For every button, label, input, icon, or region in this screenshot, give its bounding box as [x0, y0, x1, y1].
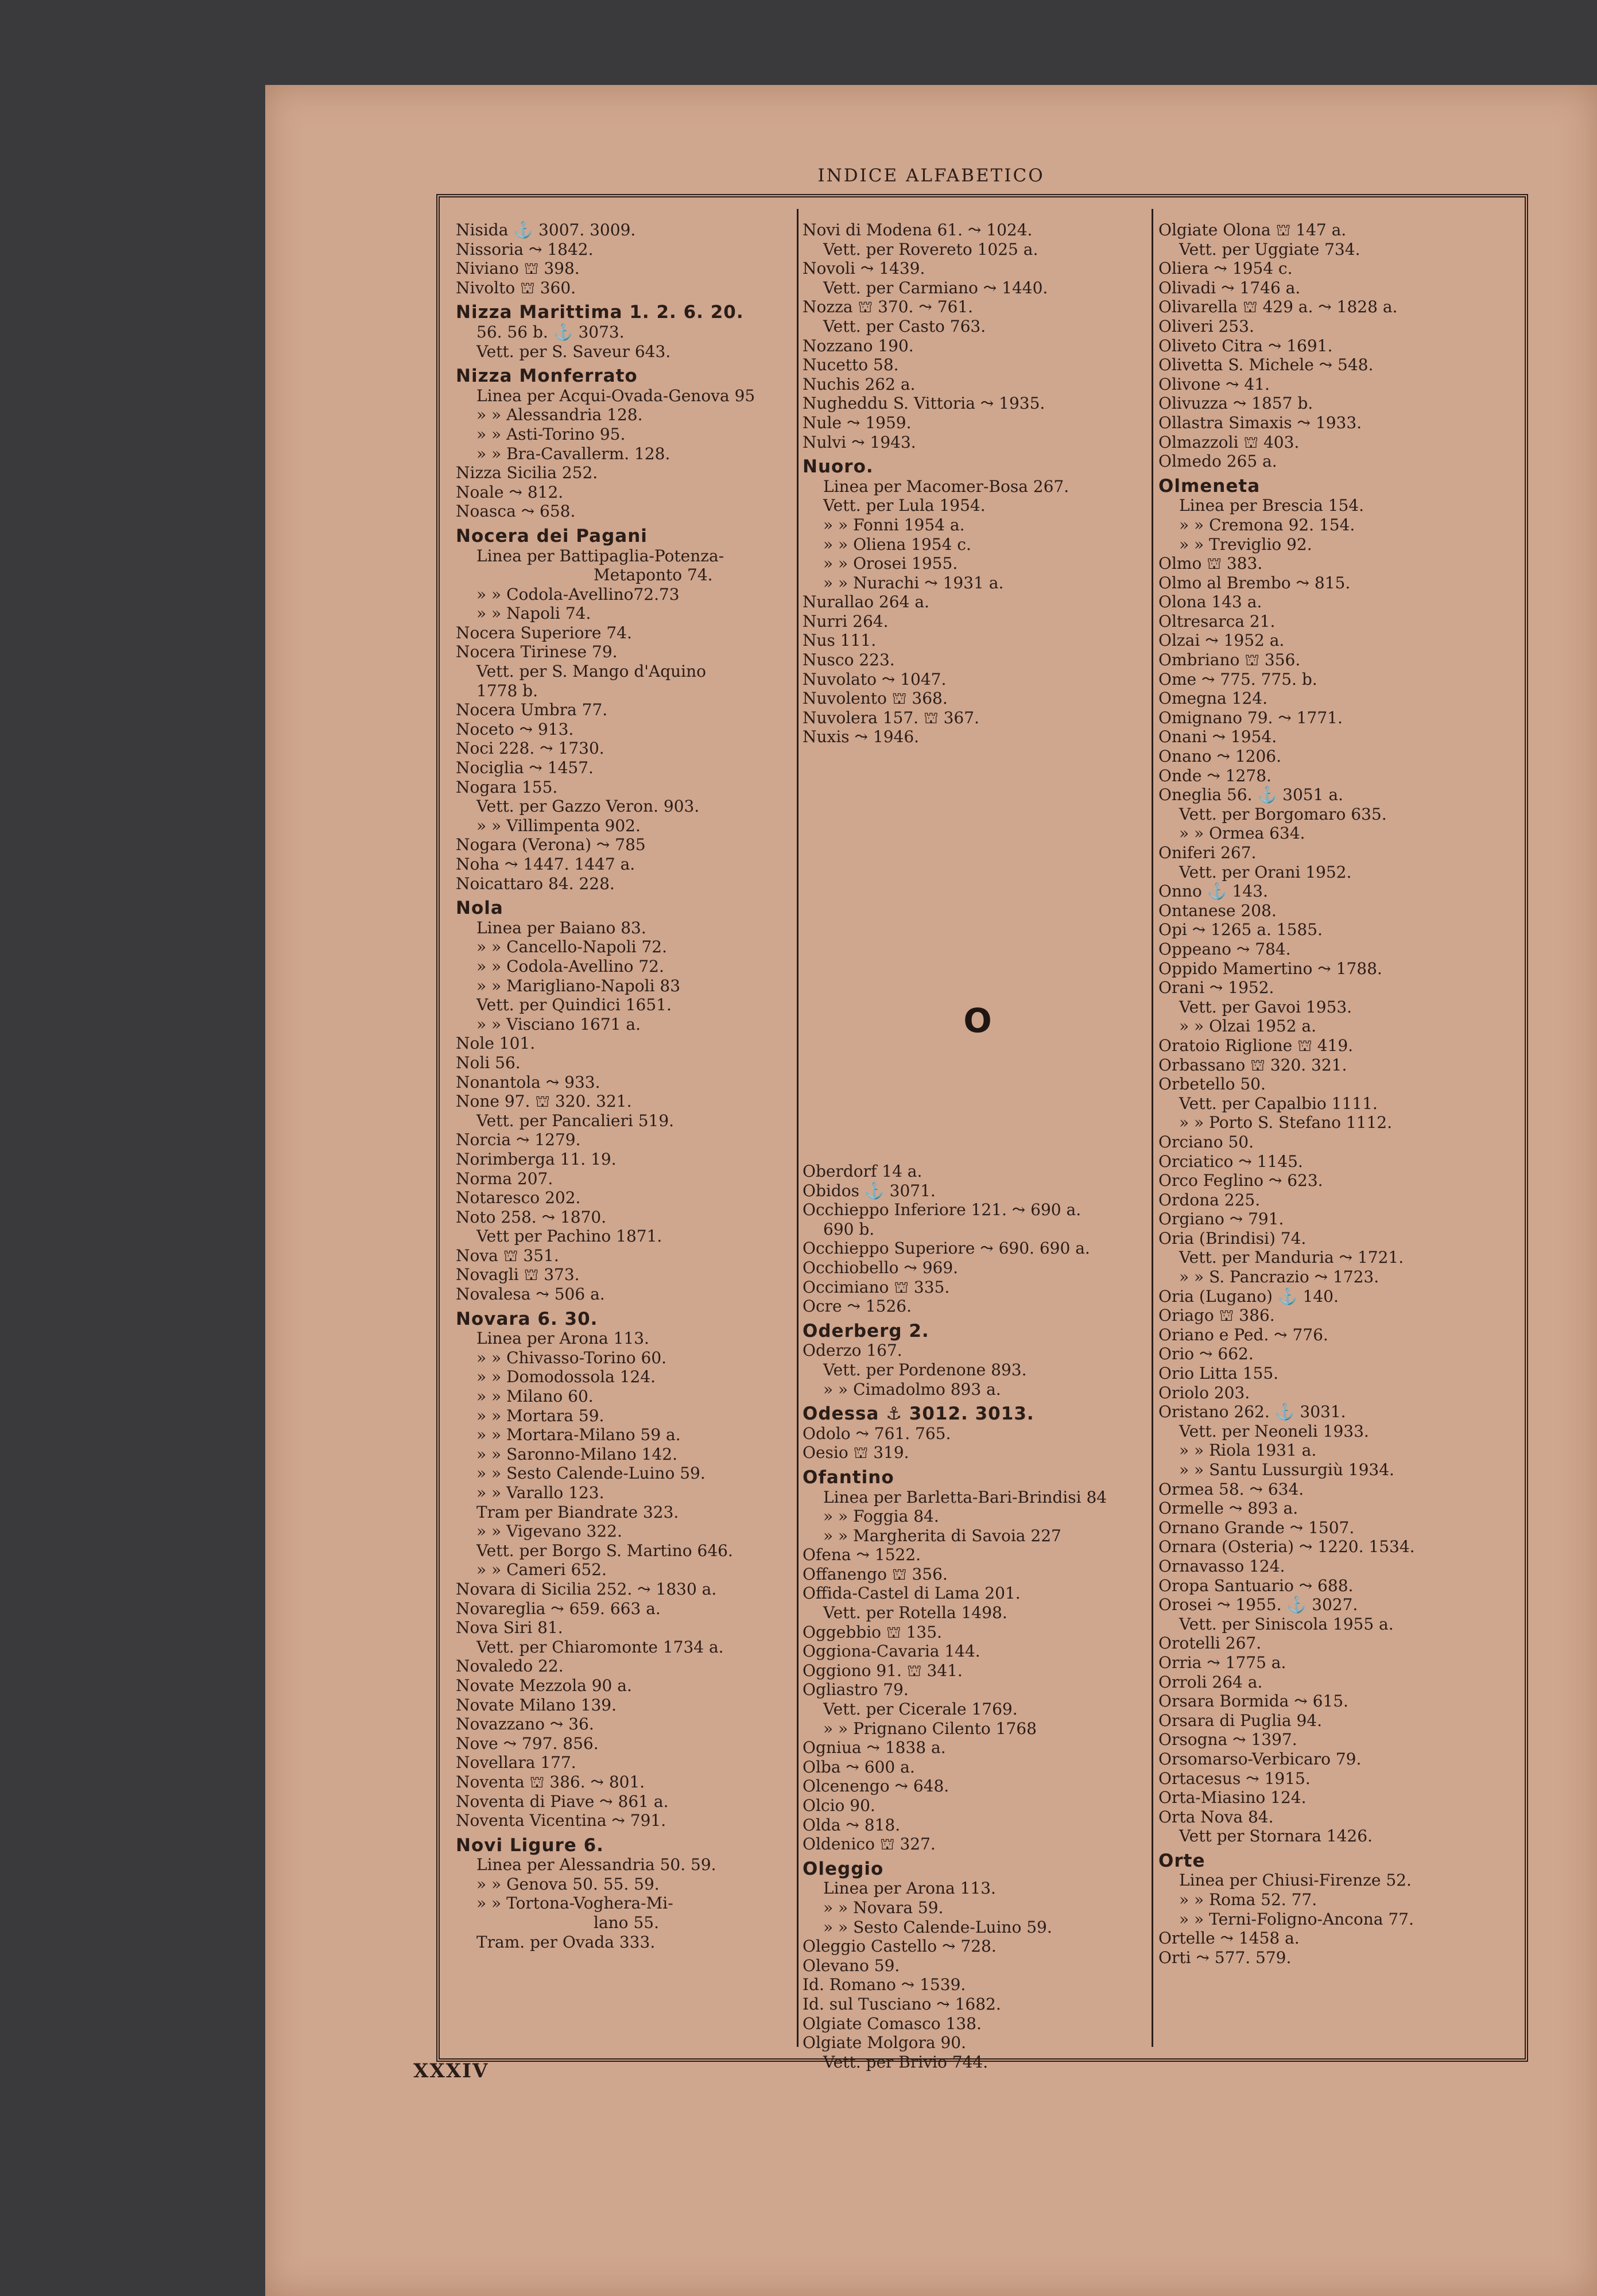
index-entry: » » Treviglio 92. — [1179, 534, 1312, 554]
index-entry: Novellara 177. — [456, 1753, 576, 1773]
index-entry: » » Asti-Torino 95. — [476, 424, 626, 444]
index-entry: Odolo ⤳ 761. 765. — [803, 1424, 951, 1443]
index-heading: Nola — [456, 898, 503, 919]
index-entry: Oniferi 267. — [1158, 843, 1257, 862]
index-entry: Novara di Sicilia 252. ⤳ 1830 a. — [456, 1579, 717, 1599]
index-entry: Oggiona-Cavaria 144. — [803, 1642, 980, 1661]
index-entry: Nugheddu S. Vittoria ⤳ 1935. — [803, 394, 1045, 413]
index-entry: None 97. ⛫ 320. 321. — [456, 1092, 632, 1111]
index-entry: Ortelle ⤳ 1458 a. — [1158, 1929, 1300, 1948]
index-heading: Nizza Monferrato — [456, 366, 638, 387]
index-entry: 1778 b. — [476, 681, 538, 700]
index-entry: » » Marigliano-Napoli 83 — [476, 976, 681, 995]
index-heading: Nizza Marittima 1. 2. 6. 20. — [456, 302, 744, 323]
index-entry: Olmazzoli ⛫ 403. — [1158, 432, 1300, 452]
index-entry: Nogara 155. — [456, 777, 558, 797]
page-number: XXXIV — [413, 2060, 489, 2082]
index-entry: Opi ⤳ 1265 a. 1585. — [1158, 920, 1323, 940]
index-entry: Orsogna ⤳ 1397. — [1158, 1730, 1297, 1750]
index-entry: lano 55. — [594, 1913, 659, 1933]
index-entry: Ofena ⤳ 1522. — [803, 1545, 921, 1565]
index-entry: Novareglia ⤳ 659. 663 a. — [456, 1599, 661, 1618]
index-entry: Ornavasso 124. — [1158, 1556, 1285, 1576]
index-entry: Vett. per Rovereto 1025 a. — [823, 239, 1038, 259]
index-entry: Nova Siri 81. — [456, 1618, 563, 1638]
index-entry: Vett. per Cicerale 1769. — [823, 1700, 1018, 1719]
index-entry: Nulvi ⤳ 1943. — [803, 432, 916, 452]
index-entry: Nocera Superiore 74. — [456, 623, 632, 642]
index-entry: Nucetto 58. — [803, 355, 899, 375]
index-entry: » » Nurachi ⤳ 1931 a. — [823, 573, 1004, 592]
index-entry: Noventa di Piave ⤳ 861 a. — [456, 1791, 669, 1811]
index-entry: Nociglia ⤳ 1457. — [456, 758, 594, 778]
index-heading: Nocera dei Pagani — [456, 525, 648, 546]
index-entry: Oppido Mamertino ⤳ 1788. — [1158, 959, 1382, 978]
index-entry: » » Margherita di Savoia 227 — [823, 1526, 1061, 1545]
index-entry: » » Prignano Cilento 1768 — [823, 1719, 1037, 1738]
index-entry: » » Bra-Cavallerm. 128. — [476, 444, 670, 463]
index-entry: » » Tortona-Voghera-Mi- — [476, 1894, 673, 1913]
index-entry: Orgiano ⤳ 791. — [1158, 1209, 1284, 1229]
index-entry: Oggiono 91. ⛫ 341. — [803, 1661, 963, 1680]
index-entry: Vett. per Brivio 744. — [823, 2052, 989, 2072]
index-entry: Olcenengo ⤳ 648. — [803, 1777, 949, 1796]
index-entry: Niviano ⛫ 398. — [456, 259, 580, 278]
index-entry: Noventa Vicentina ⤳ 791. — [456, 1811, 666, 1830]
index-entry: Oriago ⛫ 386. — [1158, 1306, 1275, 1325]
index-entry: 56. 56 b. ⚓ 3073. — [476, 322, 625, 342]
index-entry: » » Saronno-Milano 142. — [476, 1444, 677, 1464]
index-entry: » » Cancello-Napoli 72. — [476, 937, 668, 957]
index-entry: Vett. per Pordenone 893. — [823, 1360, 1027, 1379]
index-entry: Orria ⤳ 1775 a. — [1158, 1653, 1286, 1672]
index-entry: Nove ⤳ 797. 856. — [456, 1733, 599, 1753]
index-entry: Oliveto Citra ⤳ 1691. — [1158, 336, 1333, 355]
index-entry: Oberdorf 14 a. — [803, 1162, 922, 1181]
index-entry: Vett. per Rotella 1498. — [823, 1603, 1007, 1623]
index-entry: » » Sesto Calende-Luino 59. — [823, 1917, 1052, 1937]
index-entry: Ome ⤳ 775. 775. b. — [1158, 669, 1317, 689]
index-entry: Orta-Miasino 124. — [1158, 1788, 1307, 1808]
index-entry: Orco Feglino ⤳ 623. — [1158, 1171, 1323, 1190]
index-entry: Oliera ⤳ 1954 c. — [1158, 259, 1293, 278]
index-entry: Occhieppo Superiore ⤳ 690. 690 a. — [803, 1239, 1090, 1258]
index-entry: Linea per Macomer-Bosa 267. — [823, 476, 1069, 496]
index-entry: » » Cremona 92. 154. — [1179, 515, 1355, 534]
index-entry: Ormea 58. ⤳ 634. — [1158, 1479, 1304, 1499]
index-entry: » » Vigevano 322. — [476, 1522, 622, 1541]
index-entry: Id. Romano ⤳ 1539. — [803, 1975, 966, 1995]
index-entry: » » Ormea 634. — [1179, 824, 1305, 843]
index-entry: Novagli ⛫ 373. — [456, 1265, 580, 1285]
index-entry: Oristano 262. ⚓ 3031. — [1158, 1402, 1346, 1422]
index-entry: Oneglia 56. ⚓ 3051 a. — [1158, 785, 1343, 805]
index-entry: » » Fonni 1954 a. — [823, 515, 965, 534]
index-entry: Linea per Battipaglia-Potenza- — [476, 546, 724, 565]
index-heading: Oderberg 2. — [803, 1320, 929, 1341]
index-entry: Novate Mezzola 90 a. — [456, 1676, 632, 1695]
index-entry: Nocera Umbra 77. — [456, 700, 608, 720]
index-entry: Olivone ⤳ 41. — [1158, 374, 1270, 394]
index-entry: Oria (Brindisi) 74. — [1158, 1228, 1307, 1248]
index-entry: Vett. per Siniscola 1955 a. — [1179, 1614, 1394, 1634]
index-entry: » » Chivasso-Torino 60. — [476, 1348, 667, 1367]
index-entry: Omegna 124. — [1158, 689, 1267, 708]
index-entry: » » Cameri 652. — [476, 1560, 607, 1580]
index-entry: Olgiate Comasco 138. — [803, 2014, 982, 2033]
index-entry: Linea per Chiusi-Firenze 52. — [1179, 1871, 1412, 1890]
index-entry: » » Sesto Calende-Luino 59. — [476, 1464, 706, 1483]
index-entry: Orio Litta 155. — [1158, 1364, 1279, 1383]
index-entry: Olda ⤳ 818. — [803, 1815, 901, 1835]
index-column-3 — [1158, 220, 1520, 1967]
index-entry: Oldenico ⛫ 327. — [803, 1835, 936, 1854]
index-entry: » » Santu Lussurgiù 1934. — [1179, 1460, 1394, 1479]
index-entry: Orbassano ⛫ 320. 321. — [1158, 1055, 1347, 1075]
index-entry: Noasca ⤳ 658. — [456, 502, 576, 521]
index-entry: » » Alessandria 128. — [476, 405, 643, 425]
index-entry: Onano ⤳ 1206. — [1158, 747, 1281, 766]
page-header: INDICE ALFABETICO — [817, 165, 1045, 186]
index-entry: » » Terni-Foligno-Ancona 77. — [1179, 1909, 1414, 1929]
index-entry: Ombriano ⛫ 356. — [1158, 650, 1301, 670]
index-column-2-o — [803, 1162, 1153, 2072]
index-frame — [436, 194, 1528, 2072]
index-entry: Novazzano ⤳ 36. — [456, 1715, 594, 1734]
index-heading: Nuoro. — [803, 456, 874, 478]
index-entry: Norimberga 11. 19. — [456, 1149, 617, 1169]
index-entry: Novi di Modena 61. ⤳ 1024. — [803, 220, 1033, 239]
index-entry: Noicattaro 84. 228. — [456, 874, 615, 893]
index-entry: Ogniua ⤳ 1838 a. — [803, 1738, 946, 1758]
index-entry: Linea per Arona 113. — [476, 1329, 649, 1348]
index-entry: Oriolo 203. — [1158, 1383, 1250, 1402]
index-entry: Olevano 59. — [803, 1956, 900, 1975]
index-entry: Orroli 264 a. — [1158, 1672, 1263, 1692]
index-entry: Oropa Santuario ⤳ 688. — [1158, 1576, 1354, 1595]
index-entry: » » Genova 50. 55. 59. — [476, 1874, 660, 1894]
index-column-2 — [803, 220, 1153, 747]
index-entry: Nuchis 262 a. — [803, 374, 916, 394]
index-entry: Olivetta S. Michele ⤳ 548. — [1158, 355, 1374, 375]
index-entry: Olmo ⛫ 383. — [1158, 554, 1263, 573]
index-entry: Noventa ⛫ 386. ⤳ 801. — [456, 1772, 645, 1791]
index-entry: Vett. per Pancalieri 519. — [476, 1111, 675, 1130]
index-entry: Linea per Acqui-Ovada-Genova 95 — [476, 386, 755, 405]
index-entry: Nule ⤳ 1959. — [803, 413, 912, 432]
index-entry: Linea per Arona 113. — [823, 1879, 996, 1898]
index-entry: » » Olzai 1952 a. — [1179, 1017, 1317, 1036]
index-entry: » » Oliena 1954 c. — [823, 534, 971, 554]
index-entry: Orciatico ⤳ 1145. — [1158, 1151, 1303, 1171]
index-entry: Tram per Biandrate 323. — [476, 1502, 679, 1522]
index-entry: Vett. per Borgo S. Martino 646. — [476, 1541, 733, 1560]
index-entry: » » Codola-Avellino72.73 — [476, 584, 680, 604]
index-entry: Oesio ⛫ 319. — [803, 1443, 909, 1463]
index-entry: Noto 258. ⤳ 1870. — [456, 1207, 607, 1227]
index-entry: Novoli ⤳ 1439. — [803, 259, 925, 278]
index-entry: Orotelli 267. — [1158, 1634, 1262, 1653]
index-entry: » » Domodossola 124. — [476, 1367, 656, 1387]
index-entry: Olona 143 a. — [1158, 592, 1262, 612]
index-entry: Occhieppo Inferiore 121. ⤳ 690 a. — [803, 1200, 1082, 1220]
index-entry: Nuvolento ⛫ 368. — [803, 689, 948, 708]
index-entry: Metaponto 74. — [594, 565, 713, 585]
index-entry: Ornara (Osteria) ⤳ 1220. 1534. — [1158, 1537, 1415, 1557]
index-entry: Norma 207. — [456, 1169, 553, 1188]
book-page — [265, 85, 1597, 2296]
index-entry: » » Mortara 59. — [476, 1406, 604, 1425]
index-entry: Vett. per Orani 1952. — [1179, 862, 1352, 882]
index-entry: Nuvolato ⤳ 1047. — [803, 669, 947, 689]
index-entry: Orciano 50. — [1158, 1132, 1254, 1151]
index-entry: Vett. per Gavoi 1953. — [1179, 997, 1352, 1017]
index-entry: » » Codola-Avellino 72. — [476, 956, 664, 976]
index-entry: Vett. per Manduria ⤳ 1721. — [1179, 1248, 1404, 1267]
section-letter: O — [963, 1001, 992, 1040]
index-entry: Orta Nova 84. — [1158, 1807, 1274, 1826]
index-column-1 — [456, 220, 794, 1952]
index-entry: Notaresco 202. — [456, 1188, 581, 1208]
index-entry: » » Riola 1931 a. — [1179, 1441, 1317, 1460]
index-entry: Vett. per S. Saveur 643. — [476, 342, 671, 361]
index-entry: Novaledo 22. — [456, 1657, 564, 1676]
index-entry: Noli 56. — [456, 1053, 521, 1072]
index-entry: Orosei ⤳ 1955. ⚓ 3027. — [1158, 1595, 1358, 1615]
index-entry: Olmo al Brembo ⤳ 815. — [1158, 573, 1351, 592]
index-entry: Oppeano ⤳ 784. — [1158, 939, 1291, 959]
index-entry: Occimiano ⛫ 335. — [803, 1277, 950, 1297]
index-entry: Nissoria ⤳ 1842. — [456, 239, 594, 259]
index-entry: Olcio 90. — [803, 1796, 875, 1815]
index-entry: Vett. per Neoneli 1933. — [1179, 1421, 1369, 1441]
index-entry: Olgiate Olona ⛫ 147 a. — [1158, 220, 1347, 239]
index-entry: Ornano Grande ⤳ 1507. — [1158, 1518, 1355, 1537]
index-entry: Oratoio Riglione ⛫ 419. — [1158, 1035, 1354, 1055]
index-entry: Nozza ⛫ 370. ⤳ 761. — [803, 297, 974, 317]
index-entry: Tram. per Ovada 333. — [476, 1932, 656, 1952]
index-entry: Ocre ⤳ 1526. — [803, 1297, 912, 1316]
index-entry: » » Foggia 84. — [823, 1507, 939, 1526]
index-heading: Novara 6. 30. — [456, 1308, 598, 1329]
index-entry: Orti ⤳ 577. 579. — [1158, 1948, 1292, 1967]
index-entry: Orio ⤳ 662. — [1158, 1344, 1254, 1364]
index-entry: Oggebbio ⛫ 135. — [803, 1622, 942, 1642]
index-entry: Nuvolera 157. ⛫ 367. — [803, 708, 979, 727]
index-entry: Vett. per Casto 763. — [823, 316, 986, 336]
index-entry: 690 b. — [823, 1219, 875, 1239]
index-entry: » » Orosei 1955. — [823, 554, 958, 573]
index-entry: Vett. per Carmiano ⤳ 1440. — [823, 278, 1048, 297]
index-heading: Odessa ⚓ 3012. 3013. — [803, 1403, 1034, 1425]
index-entry: Vett. per Capalbio 1111. — [1179, 1093, 1378, 1113]
index-heading: Ofantino — [803, 1467, 894, 1488]
index-entry: Olmedo 265 a. — [1158, 452, 1277, 471]
index-entry: Nurallao 264 a. — [803, 592, 929, 612]
index-entry: Oriano e Ped. ⤳ 776. — [1158, 1325, 1328, 1344]
index-entry: Ordona 225. — [1158, 1190, 1261, 1209]
index-heading: Novi Ligure 6. — [456, 1835, 604, 1856]
index-entry: » » Mortara-Milano 59 a. — [476, 1425, 681, 1445]
index-entry: Obidos ⚓ 3071. — [803, 1181, 936, 1200]
index-entry: Onde ⤳ 1278. — [1158, 766, 1272, 785]
index-entry: Olivarella ⛫ 429 a. ⤳ 1828 a. — [1158, 297, 1398, 317]
index-entry: Olzai ⤳ 1952 a. — [1158, 631, 1285, 650]
index-entry: Noci 228. ⤳ 1730. — [456, 739, 604, 758]
index-entry: » » Varallo 123. — [476, 1483, 604, 1502]
index-entry: Norcia ⤳ 1279. — [456, 1130, 581, 1150]
index-entry: Noha ⤳ 1447. 1447 a. — [456, 855, 635, 874]
index-entry: Noceto ⤳ 913. — [456, 719, 574, 739]
index-entry: Ortacesus ⤳ 1915. — [1158, 1768, 1311, 1788]
index-entry: Oliveri 253. — [1158, 316, 1254, 336]
index-entry: Orsara di Puglia 94. — [1158, 1711, 1322, 1730]
index-entry: Nus 111. — [803, 631, 877, 650]
index-entry: Vett. per S. Mango d'Aquino — [476, 662, 707, 681]
index-entry: Olivuzza ⤳ 1857 b. — [1158, 394, 1313, 413]
index-entry: Nizza Sicilia 252. — [456, 463, 598, 483]
index-entry: Vett per Pachino 1871. — [476, 1227, 662, 1246]
index-entry: Ontanese 208. — [1158, 901, 1277, 920]
index-entry: » » Novara 59. — [823, 1898, 944, 1917]
index-entry: Vett. per Lula 1954. — [823, 496, 986, 515]
index-entry: » » Roma 52. 77. — [1179, 1890, 1317, 1910]
index-entry: Orsara Bormida ⤳ 615. — [1158, 1692, 1348, 1711]
index-entry: Id. sul Tusciano ⤳ 1682. — [803, 1994, 1001, 2014]
index-entry: Onani ⤳ 1954. — [1158, 727, 1277, 747]
index-entry: Nogara (Verona) ⤳ 785 — [456, 835, 646, 855]
index-entry: Olba ⤳ 600 a. — [803, 1757, 915, 1777]
index-entry: Nozzano 190. — [803, 336, 914, 355]
index-entry: Offanengo ⛫ 356. — [803, 1564, 948, 1584]
index-entry: Olivadi ⤳ 1746 a. — [1158, 278, 1301, 297]
index-entry: » » S. Pancrazio ⤳ 1723. — [1179, 1267, 1379, 1287]
index-entry: » » Napoli 74. — [476, 604, 591, 623]
index-entry: Offida-Castel di Lama 201. — [803, 1584, 1021, 1603]
index-entry: Nusco 223. — [803, 650, 895, 670]
index-entry: Oleggio Castello ⤳ 728. — [803, 1937, 997, 1956]
index-entry: » » Cimadolmo 893 a. — [823, 1379, 1001, 1399]
index-entry: Nocera Tirinese 79. — [456, 642, 618, 662]
index-entry: Vett. per Gazzo Veron. 903. — [476, 797, 700, 816]
index-entry: Vett. per Borgomaro 635. — [1179, 804, 1387, 824]
column-separator — [797, 209, 798, 2047]
index-entry: Nova ⛫ 351. — [456, 1246, 559, 1265]
index-entry: Orani ⤳ 1952. — [1158, 978, 1274, 998]
index-entry: Novate Milano 139. — [456, 1695, 617, 1715]
index-entry: Orbetello 50. — [1158, 1075, 1266, 1094]
index-entry: Nuxis ⤳ 1946. — [803, 727, 920, 747]
index-entry: Vett per Stornara 1426. — [1179, 1826, 1373, 1846]
index-entry: » » Villimpenta 902. — [476, 816, 641, 835]
index-entry: » » Visciano 1671 a. — [476, 1014, 641, 1034]
index-entry: Vett. per Uggiate 734. — [1179, 239, 1360, 259]
index-heading: Orte — [1158, 1850, 1205, 1871]
index-entry: Oltresarca 21. — [1158, 611, 1276, 631]
index-entry: Oderzo 167. — [803, 1341, 902, 1360]
index-entry: Ormelle ⤳ 893 a. — [1158, 1499, 1298, 1518]
index-entry: Ogliastro 79. — [803, 1680, 909, 1700]
index-entry: Noale ⤳ 812. — [456, 482, 564, 502]
index-entry: Omignano 79. ⤳ 1771. — [1158, 708, 1343, 727]
index-entry: Linea per Barletta-Bari-Brindisi 84 — [823, 1487, 1107, 1507]
index-entry: Occhiobello ⤳ 969. — [803, 1258, 959, 1277]
index-entry: Olgiate Molgora 90. — [803, 2033, 966, 2053]
index-entry: Linea per Brescia 154. — [1179, 496, 1364, 515]
index-entry: Linea per Baiano 83. — [476, 918, 646, 937]
index-entry: Vett. per Quindici 1651. — [476, 995, 672, 1015]
index-entry: Vett. per Chiaromonte 1734 a. — [476, 1637, 724, 1657]
index-entry: Ollastra Simaxis ⤳ 1933. — [1158, 413, 1362, 432]
index-heading: Olmeneta — [1158, 475, 1261, 497]
index-entry: Novalesa ⤳ 506 a. — [456, 1285, 605, 1304]
index-entry: Nisida ⚓ 3007. 3009. — [456, 220, 636, 239]
index-entry: » » Milano 60. — [476, 1387, 594, 1406]
index-entry: Linea per Alessandria 50. 59. — [476, 1855, 716, 1875]
index-entry: Onno ⚓ 143. — [1158, 882, 1268, 901]
index-entry: Orsomarso-Verbicaro 79. — [1158, 1749, 1362, 1768]
index-entry: Nonantola ⤳ 933. — [456, 1072, 600, 1092]
index-entry: Nivolto ⛫ 360. — [456, 278, 576, 297]
index-entry: » » Porto S. Stefano 1112. — [1179, 1113, 1393, 1133]
index-heading: Oleggio — [803, 1858, 884, 1879]
index-entry: Nole 101. — [456, 1034, 536, 1053]
index-entry: Oria (Lugano) ⚓ 140. — [1158, 1286, 1339, 1306]
index-entry: Nurri 264. — [803, 611, 889, 631]
